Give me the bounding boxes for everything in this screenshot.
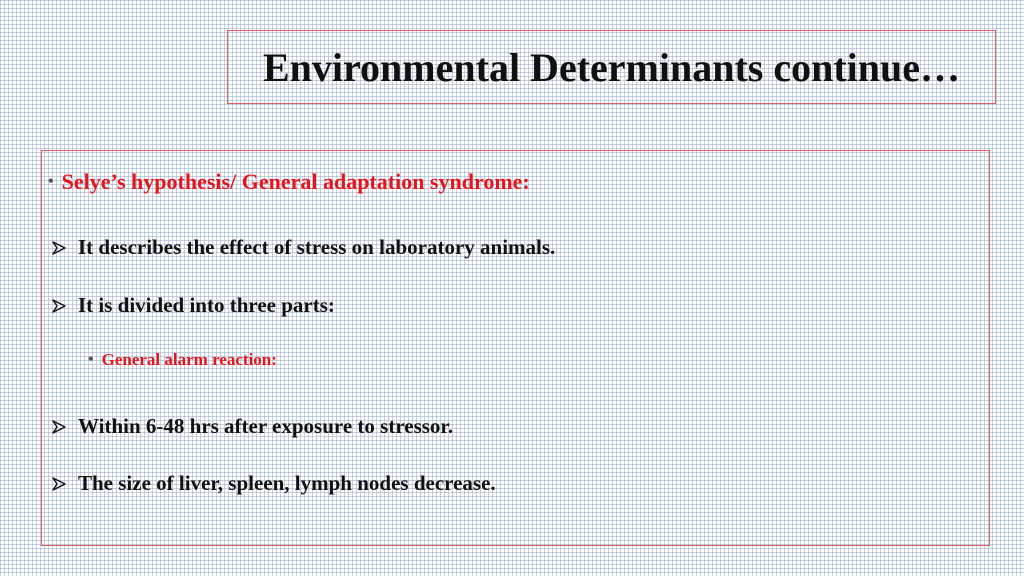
heading-bullet-text: Selye’s hypothesis/ General adaptation syndrome: bbox=[61, 169, 530, 194]
sub-heading-text: General alarm reaction: bbox=[101, 350, 277, 369]
arrowhead-bullet-icon bbox=[52, 299, 66, 313]
point-text: It is divided into three parts: bbox=[78, 293, 335, 317]
sub-heading-bullet bbox=[88, 350, 277, 370]
point-item bbox=[52, 235, 555, 260]
sub-point-text: The size of liver, spleen, lymph nodes decrease. bbox=[78, 471, 496, 495]
round-bullet-icon: • bbox=[48, 173, 54, 190]
sub-point-text: Within 6-48 hrs after exposure to stressor. bbox=[78, 414, 454, 438]
arrowhead-bullet-icon bbox=[52, 420, 66, 434]
content-box bbox=[41, 150, 990, 546]
heading-bullet bbox=[48, 169, 530, 195]
sub-point-item bbox=[52, 414, 453, 439]
point-text: It describes the effect of stress on laboratory animals. bbox=[78, 235, 556, 259]
point-item bbox=[52, 293, 335, 318]
title-box bbox=[227, 30, 996, 104]
arrowhead-bullet-icon bbox=[52, 241, 66, 255]
slide-title: Environmental Determinants continue… bbox=[262, 44, 961, 90]
round-bullet-icon: • bbox=[88, 351, 94, 368]
sub-point-item bbox=[52, 471, 496, 496]
arrowhead-bullet-icon bbox=[52, 477, 66, 491]
